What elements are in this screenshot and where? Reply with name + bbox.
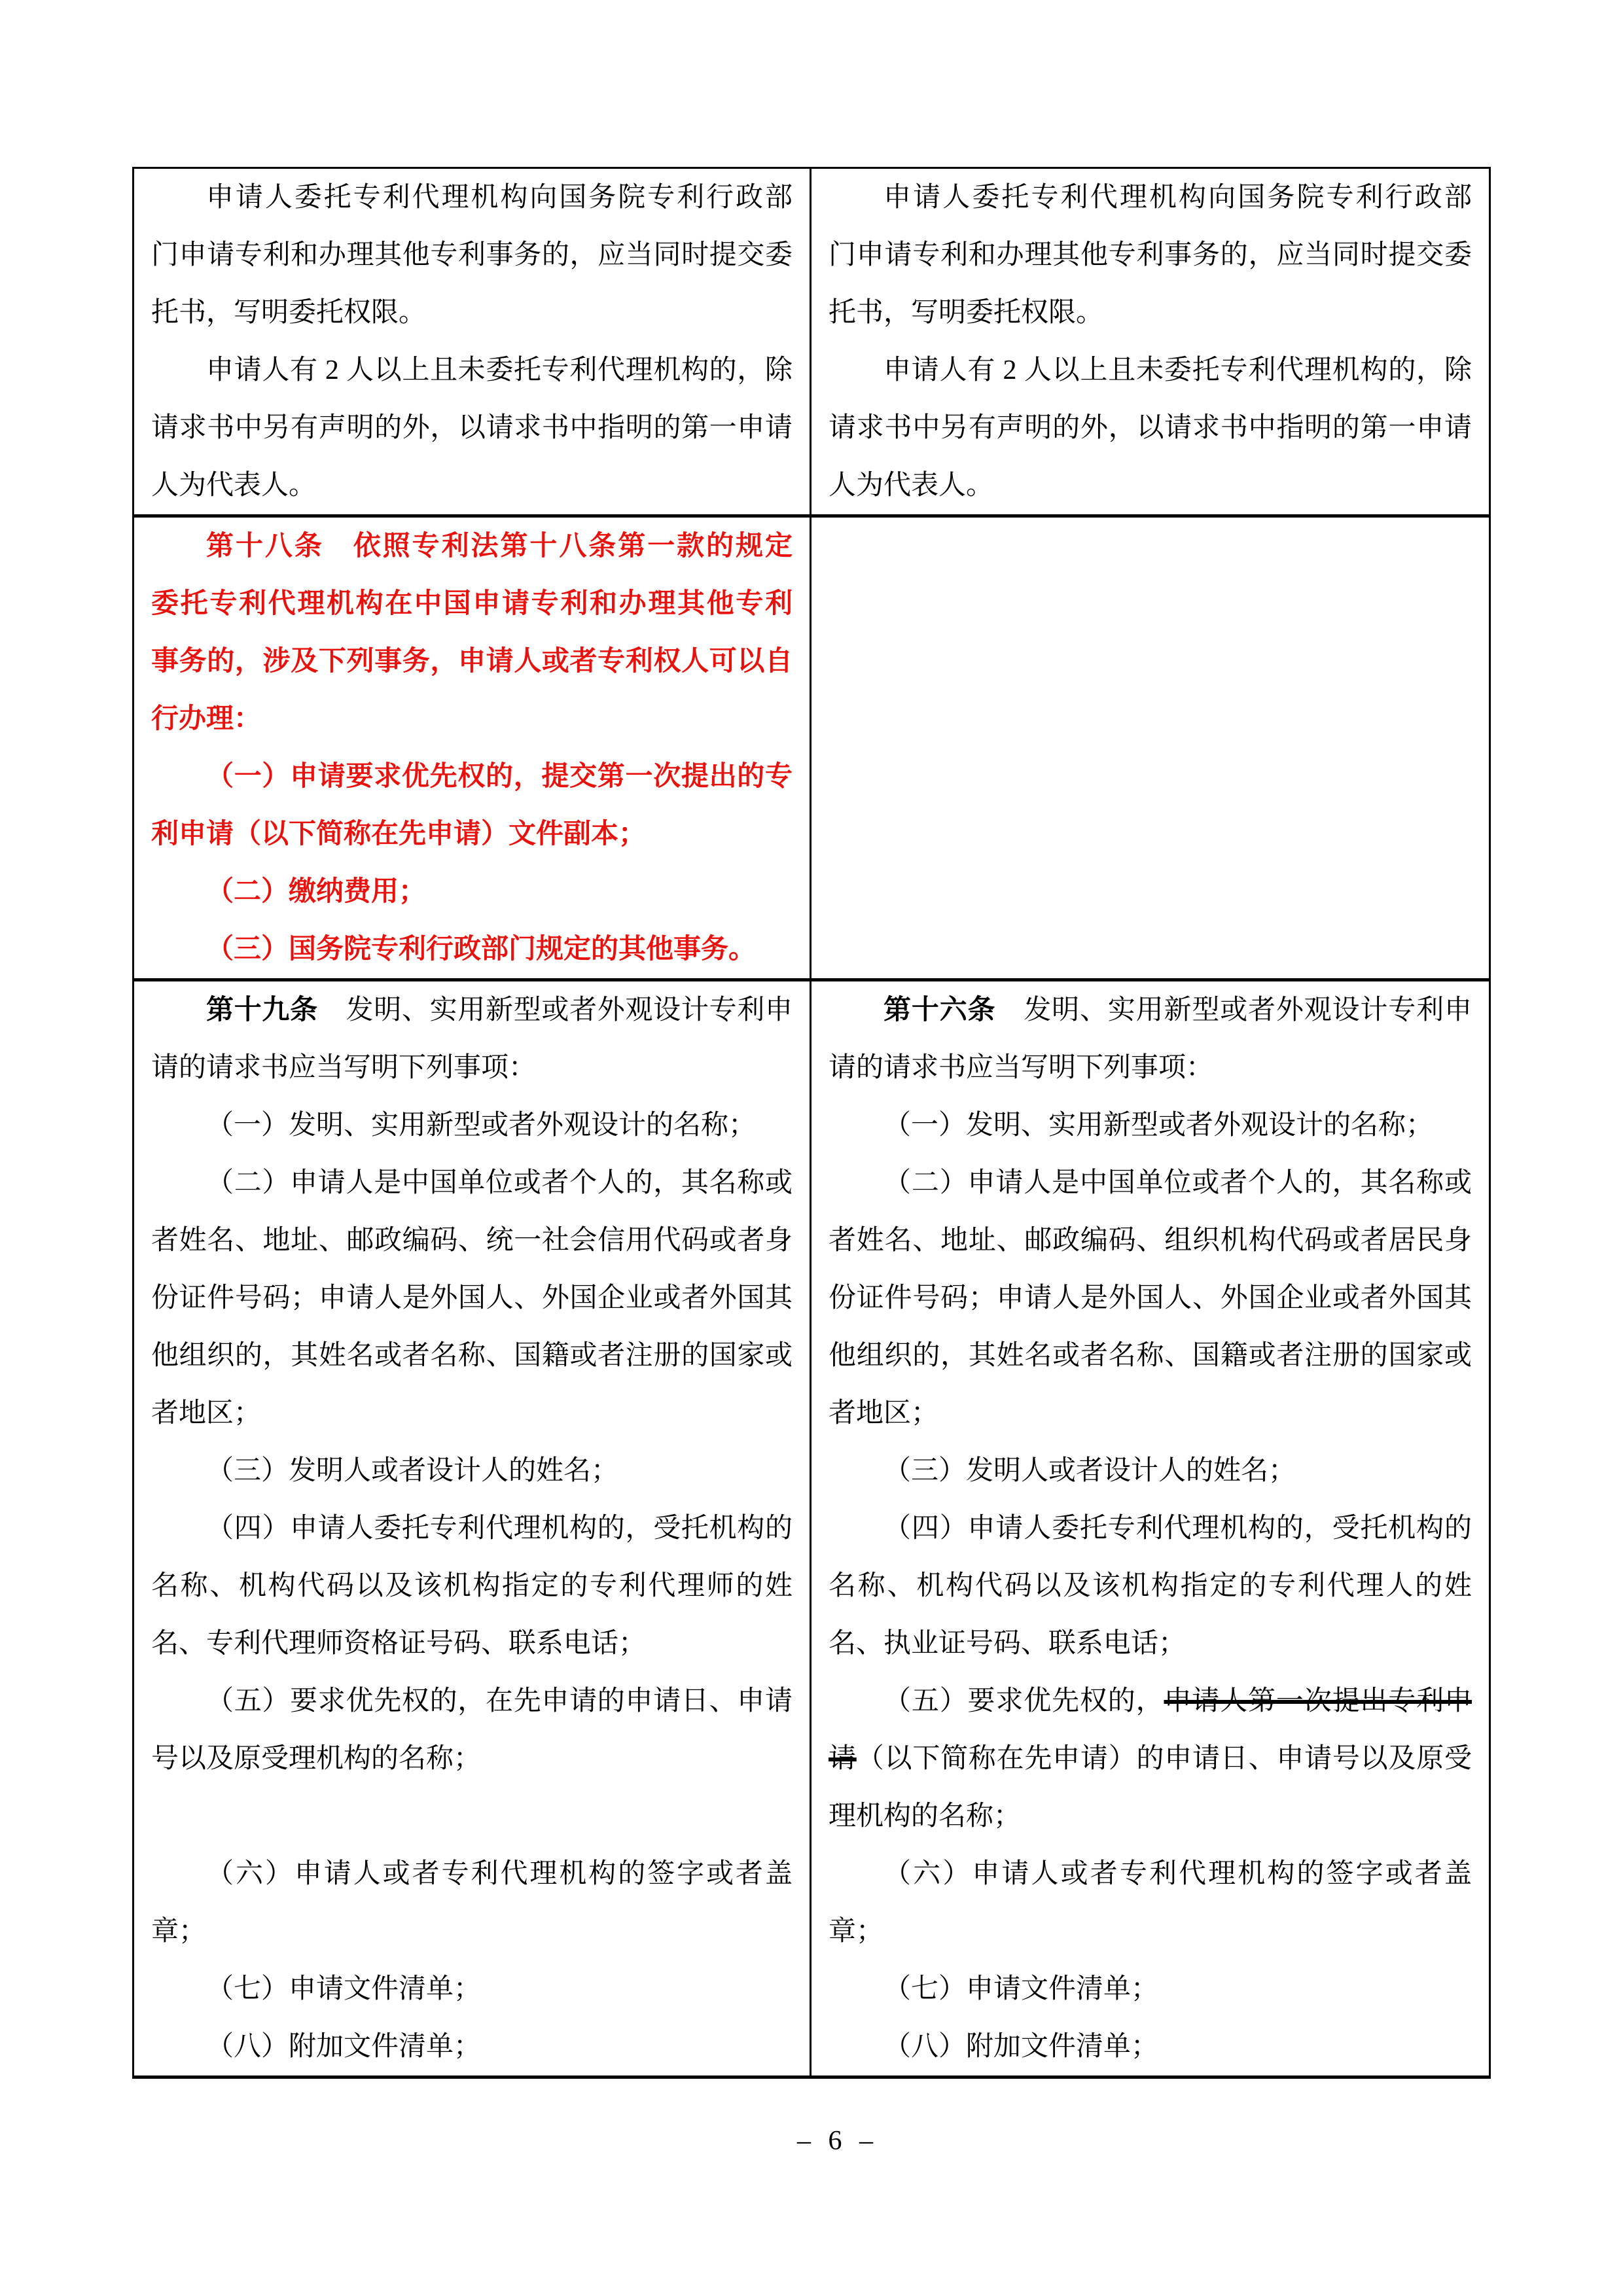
text-line — [151, 399, 793, 457]
comparison-table — [132, 167, 1491, 2079]
text-segment: （三）发明人或者设计人的姓名； — [883, 1456, 1296, 1486]
text-line — [151, 633, 793, 690]
text-segment: 章； — [151, 1916, 207, 1947]
text-segment: 份证件号码；申请人是外国人、外国企业或者外国其 — [151, 1283, 793, 1313]
text-line — [151, 1903, 793, 1960]
text-line — [151, 1442, 793, 1500]
text-segment: 发明、实用新型或者外观设计专利申 — [995, 995, 1472, 1025]
page-number: – 6 – — [797, 2126, 873, 2156]
text-line — [829, 1730, 1472, 1788]
table-row-article-18 — [134, 518, 1489, 981]
text-segment: 托书，写明委托权限。 — [151, 298, 427, 328]
text-segment: 名、执业证号码、联系电话； — [829, 1629, 1186, 1659]
text-line — [151, 805, 793, 863]
text-line — [829, 1672, 1472, 1730]
text-line — [151, 1327, 793, 1385]
text-segment: 者姓名、地址、邮政编码、组织机构代码或者居民身 — [829, 1226, 1472, 1256]
text-segment: 申请人有 2 人以上且未委托专利代理机构的，除 — [206, 355, 793, 385]
text-segment: （以下简称在先申请）的申请日、申请号以及原受 — [856, 1744, 1472, 1774]
text-segment: （四）申请人委托专利代理机构的，受托机构的 — [883, 1513, 1472, 1544]
text-line — [151, 1960, 793, 2018]
text-segment: （二）缴纳费用； — [206, 877, 427, 907]
text-line — [829, 1327, 1472, 1385]
text-segment: 申请人委托专利代理机构向国务院专利行政部 — [883, 183, 1472, 213]
text-segment: 名、专利代理师资格证号码、联系电话； — [151, 1629, 647, 1659]
text-line — [151, 1788, 793, 1845]
text-line — [829, 1039, 1472, 1097]
text-segment: 他组织的，其姓名或者名称、国籍或者注册的国家或 — [151, 1341, 793, 1371]
text-line — [829, 169, 1472, 226]
text-segment: 第十九条 — [206, 995, 318, 1025]
right-column-cell-article-18-empty — [812, 518, 1489, 978]
text-line — [151, 981, 793, 1039]
text-segment: 者姓名、地址、邮政编码、统一社会信用代码或者身 — [151, 1226, 793, 1256]
text-segment: 名称、机构代码以及该机构指定的专利代理师的姓 — [151, 1571, 793, 1601]
text-line — [151, 1500, 793, 1557]
text-line — [829, 1788, 1472, 1845]
text-line — [829, 399, 1472, 457]
text-line — [151, 1615, 793, 1672]
text-line — [151, 1154, 793, 1212]
text-segment: 者地区； — [829, 1398, 939, 1428]
right-column-cell-delegation — [812, 169, 1489, 514]
text-segment: 理机构的名称； — [829, 1801, 1022, 1831]
text-line — [151, 748, 793, 805]
text-segment: 名称、机构代码以及该机构指定的专利代理人的姓 — [829, 1571, 1472, 1601]
text-line — [829, 1269, 1472, 1327]
text-segment: （四）申请人委托专利代理机构的，受托机构的 — [206, 1513, 793, 1544]
text-line — [151, 1269, 793, 1327]
text-segment: （八）附加文件清单； — [206, 2032, 482, 2062]
text-segment: （六）申请人或者专利代理机构的签字或者盖 — [883, 1859, 1472, 1889]
text-segment: 请求书中另有声明的外，以请求书中指明的第一申请 — [151, 413, 793, 443]
text-segment: 请求书中另有声明的外，以请求书中指明的第一申请 — [829, 413, 1472, 443]
text-segment: 者地区； — [151, 1398, 262, 1428]
text-line — [829, 1615, 1472, 1672]
text-line — [151, 2018, 793, 2075]
text-segment: （七）申请文件清单； — [883, 1974, 1159, 2004]
text-segment: （二）申请人是中国单位或者个人的，其名称或 — [206, 1168, 793, 1198]
text-segment: 他组织的，其姓名或者名称、国籍或者注册的国家或 — [829, 1341, 1472, 1371]
text-line — [151, 1730, 793, 1788]
text-segment: 行办理： — [151, 704, 262, 734]
text-segment: 申请人有 2 人以上且未委托专利代理机构的，除 — [883, 355, 1472, 385]
text-segment: 门申请专利和办理其他专利事务的，应当同时提交委 — [151, 240, 793, 270]
text-line — [151, 1845, 793, 1903]
text-segment: 人为代表人。 — [151, 470, 317, 501]
text-line — [151, 1672, 793, 1730]
text-line — [151, 342, 793, 399]
text-line — [829, 981, 1472, 1039]
text-segment: 请的请求书应当写明下列事项： — [829, 1053, 1214, 1083]
left-column-cell-article-18 — [134, 518, 812, 978]
text-line — [829, 1500, 1472, 1557]
text-segment: （五）要求优先权的，在先申请的申请日、申请 — [206, 1686, 793, 1716]
text-segment: （八）附加文件清单； — [883, 2032, 1159, 2062]
text-segment: 托书，写明委托权限。 — [829, 298, 1104, 328]
text-segment: 份证件号码；申请人是外国人、外国企业或者外国其 — [829, 1283, 1472, 1313]
text-segment: 第十八条 依照专利法第十八条第一款的规定 — [206, 531, 793, 561]
text-line — [829, 1903, 1472, 1960]
text-line — [829, 342, 1472, 399]
text-segment: （一）申请要求优先权的，提交第一次提出的专 — [206, 762, 793, 792]
text-line — [829, 2018, 1472, 2075]
text-line — [151, 1039, 793, 1097]
strikethrough-text: 申请人第一次提出专利申 — [1164, 1686, 1472, 1716]
text-line — [151, 1557, 793, 1615]
text-segment: 号以及原受理机构的名称； — [151, 1744, 482, 1774]
table-row-article-19-vs-16 — [134, 981, 1489, 2075]
text-line — [151, 457, 793, 514]
text-line — [829, 457, 1472, 514]
text-line — [829, 1845, 1472, 1903]
table-row-delegation — [134, 169, 1489, 518]
text-line — [151, 1097, 793, 1154]
text-line — [829, 1557, 1472, 1615]
text-segment: 利申请（以下简称在先申请）文件副本； — [151, 819, 647, 849]
text-segment: （一）发明、实用新型或者外观设计的名称； — [206, 1110, 757, 1140]
left-column-cell-delegation — [134, 169, 812, 514]
text-line — [151, 1385, 793, 1442]
text-segment: 发明、实用新型或者外观设计专利申 — [317, 995, 793, 1025]
strikethrough-text: 请 — [829, 1744, 857, 1774]
text-line — [829, 1960, 1472, 2018]
text-line — [151, 169, 793, 226]
text-segment: 第十六条 — [883, 995, 996, 1025]
text-line — [151, 921, 793, 978]
text-line — [829, 226, 1472, 284]
text-line — [829, 1212, 1472, 1269]
text-line — [829, 1097, 1472, 1154]
text-line — [829, 284, 1472, 342]
text-line — [151, 1212, 793, 1269]
text-segment: （五）要求优先权的， — [883, 1686, 1164, 1716]
text-line — [829, 1442, 1472, 1500]
right-column-cell-article-16 — [812, 981, 1489, 2075]
text-segment: 门申请专利和办理其他专利事务的，应当同时提交委 — [829, 240, 1472, 270]
text-segment: （三）发明人或者设计人的姓名； — [206, 1456, 619, 1486]
text-line — [151, 575, 793, 633]
text-segment: 请的请求书应当写明下列事项： — [151, 1053, 537, 1083]
text-line — [829, 1385, 1472, 1442]
left-column-cell-article-19 — [134, 981, 812, 2075]
text-segment: 事务的，涉及下列事务，申请人或者专利权人可以自 — [151, 646, 793, 677]
text-line — [151, 226, 793, 284]
text-line — [151, 518, 793, 575]
text-segment: 申请人委托专利代理机构向国务院专利行政部 — [206, 183, 793, 213]
text-segment: 人为代表人。 — [829, 470, 994, 501]
text-segment: （一）发明、实用新型或者外观设计的名称； — [883, 1110, 1434, 1140]
text-line — [829, 1154, 1472, 1212]
text-line — [151, 284, 793, 342]
text-segment: 委托专利代理机构在中国申请专利和办理其他专利 — [151, 589, 793, 619]
text-segment: 章； — [829, 1916, 884, 1947]
text-line — [151, 863, 793, 921]
text-segment: （六）申请人或者专利代理机构的签字或者盖 — [206, 1859, 793, 1889]
text-segment: （二）申请人是中国单位或者个人的，其名称或 — [883, 1168, 1472, 1198]
text-segment: （三）国务院专利行政部门规定的其他事务。 — [206, 934, 757, 964]
text-segment: （七）申请文件清单； — [206, 1974, 482, 2004]
text-line — [151, 690, 793, 748]
